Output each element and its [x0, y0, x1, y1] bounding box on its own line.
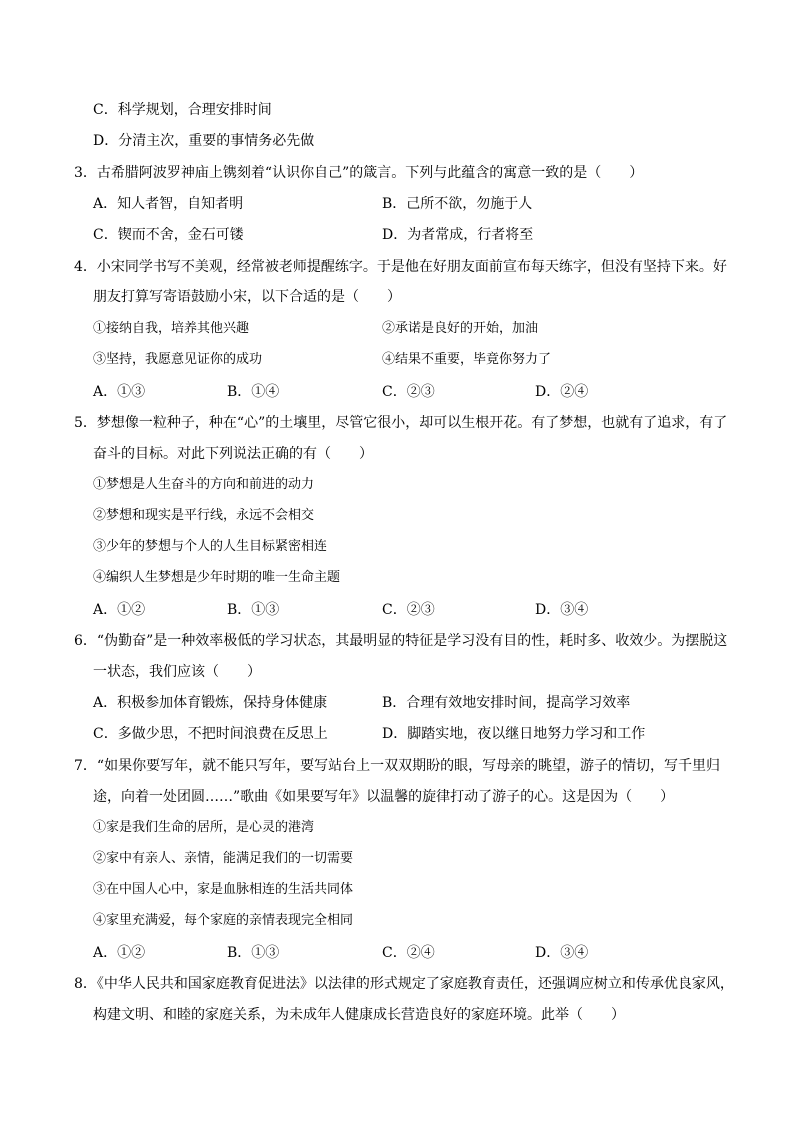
q5-statement-1: ①梦想是人生奋斗的方向和前进的动力 — [93, 477, 315, 492]
question-6-stem-line1: 6．“伪勤奋”是一种效率极低的学习状态，其最明显的特征是学习没有目的性，耗时多、收效少。为摆脱这 — [74, 633, 728, 649]
q3-option-d: D．为者常成，行者将至 — [382, 227, 534, 243]
q7-statement-3: ③在中国人心中，家是血脉相连的生活共同体 — [93, 882, 354, 897]
option-d: D．分清主次，重要的事情务必先做 — [93, 133, 315, 149]
q4-option-d: D．②④ — [535, 384, 589, 400]
q7-option-c: C．②④ — [382, 945, 435, 961]
q5-statement-2: ②梦想和现实是平行线，永远不会相交 — [93, 508, 315, 523]
q4-statement-2: ②承诺是良好的开始，加油 — [382, 321, 539, 336]
question-4-stem-line1: 4．小宋同学书写不美观，经常被老师提醒练字。于是他在好朋友面前宣布每天练字，但没有坚持下来。好 — [74, 259, 727, 275]
q7-option-a: A．①② — [93, 945, 146, 961]
q4-option-a: A．①③ — [93, 384, 146, 400]
q4-statement-3: ③坚持，我愿意见证你的成功 — [93, 352, 263, 367]
question-7-stem-line1: 7．“如果你要写年，就不能只写年，要写站台上一双双期盼的眼，写母亲的眺望，游子的情切，写千里归 — [74, 758, 721, 774]
question-4-stem-line2: 朋友打算写寄语鼓励小宋，以下合适的是（ ） — [93, 289, 401, 305]
q6-option-d: D．脚踏实地，夜以继日地努力学习和工作 — [382, 726, 646, 742]
q6-option-c: C．多做少思，不把时间浪费在反思上 — [93, 726, 328, 742]
q3-option-a: A．知人者智，自知者明 — [93, 196, 244, 212]
option-c: C．科学规划，合理安排时间 — [93, 102, 272, 118]
q3-option-c: C．锲而不舍，金石可镂 — [93, 227, 244, 243]
q7-statement-2: ②家中有亲人、亲情，能满足我们的一切需要 — [93, 851, 354, 866]
q7-statement-1: ①家是我们生命的居所，是心灵的港湾 — [93, 820, 315, 835]
q5-option-a: A．①② — [93, 602, 146, 618]
question-8-stem-line2: 构建文明、和睦的家庭关系，为未成年人健康成长营造良好的家庭环境。此举（ ） — [93, 1007, 625, 1023]
q7-option-d: D．③④ — [535, 945, 589, 961]
question-8-stem-line1: 8．《中华人民共和国家庭教育促进法》以法律的形式规定了家庭教育责任，还强调应树立和传承优良家风， — [74, 976, 734, 992]
q5-option-d: D．③④ — [535, 602, 589, 618]
q6-option-b: B．合理有效地安排时间，提高学习效率 — [382, 695, 631, 711]
q7-option-b: B．①③ — [227, 945, 280, 961]
q5-option-c: C．②③ — [382, 602, 435, 618]
q3-option-b: B．己所不欲，勿施于人 — [382, 196, 533, 212]
question-3-stem: 3．古希腊阿波罗神庙上镌刻着“认识你自己”的箴言。下列与此蕴含的寓意一致的是（ ） — [74, 165, 644, 181]
q7-statement-4: ④家里充满爱，每个家庭的亲情表现完全相同 — [93, 913, 354, 928]
question-5-stem-line1: 5．梦想像一粒种子，种在“心”的土壤里，尽管它很小，却可以生根开花。有了梦想，也就有了追求，有了 — [74, 415, 728, 431]
q6-option-a: A．积极参加体育锻炼，保持身体健康 — [93, 695, 328, 711]
q4-statement-4: ④结果不重要，毕竟你努力了 — [382, 352, 552, 367]
question-5-stem-line2: 奋斗的目标。对此下列说法正确的有（ ） — [93, 446, 373, 462]
q5-statement-3: ③少年的梦想与个人的人生目标紧密相连 — [93, 539, 328, 554]
q4-option-c: C．②③ — [382, 384, 435, 400]
q5-option-b: B．①③ — [227, 602, 280, 618]
q5-statement-4: ④编织人生梦想是少年时期的唯一生命主题 — [93, 570, 341, 585]
question-6-stem-line2: 一状态，我们应该（ ） — [93, 664, 261, 680]
question-7-stem-line2: 途，向着一处团圆……”歌曲《如果要写年》以温馨的旋律打动了游子的心。这是因为（ ） — [93, 789, 675, 805]
q4-statement-1: ①接纳自我，培养其他兴趣 — [93, 321, 250, 336]
q4-option-b: B．①④ — [227, 384, 280, 400]
